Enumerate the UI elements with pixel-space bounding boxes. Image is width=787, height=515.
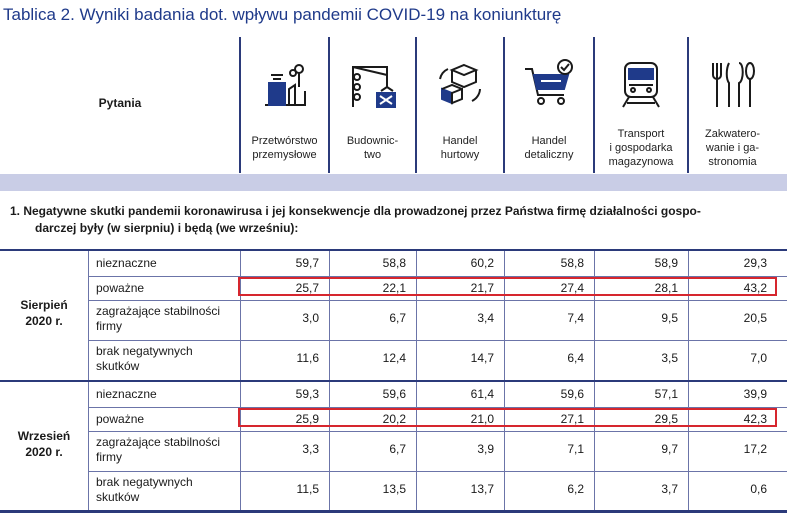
cell-value: 17,2 bbox=[743, 442, 767, 456]
cell-value: 28,1 bbox=[654, 281, 678, 295]
cell-divider bbox=[504, 431, 505, 471]
header-label-line: i gospodarka bbox=[609, 142, 673, 154]
cell-divider bbox=[594, 340, 595, 382]
group-divider bbox=[0, 380, 787, 382]
header-column-label bbox=[506, 134, 592, 162]
cell-value: 6,2 bbox=[567, 482, 584, 496]
train-icon bbox=[615, 59, 667, 111]
cell-divider bbox=[240, 251, 241, 276]
header-column-divider bbox=[593, 37, 595, 173]
cart-icon bbox=[523, 59, 575, 111]
cell-value: 3,0 bbox=[302, 311, 319, 325]
cell-divider bbox=[416, 471, 417, 513]
header-column-label bbox=[418, 134, 502, 162]
group-label-line: 2020 r. bbox=[25, 445, 63, 459]
cell-divider bbox=[329, 251, 330, 276]
header-column-4 bbox=[504, 37, 594, 173]
header-label-line: two bbox=[363, 149, 382, 161]
group-label-line: Sierpień bbox=[20, 298, 68, 312]
cell-value: 9,5 bbox=[661, 311, 678, 325]
question-line-2: darczej były (w sierpniu) i będą (we wrześniu): bbox=[35, 221, 299, 235]
cell-value: 20,2 bbox=[382, 412, 406, 426]
highlight-box bbox=[238, 277, 777, 296]
cell-divider bbox=[240, 431, 241, 471]
cell-value: 14,7 bbox=[470, 351, 494, 365]
cell-value: 7,4 bbox=[567, 311, 584, 325]
cell-value: 29,5 bbox=[654, 412, 678, 426]
bottom-rule bbox=[0, 510, 787, 513]
cell-value: 57,1 bbox=[654, 387, 678, 401]
header-column-3 bbox=[416, 37, 504, 173]
header-label-line: Budownic- bbox=[346, 135, 399, 147]
row-label bbox=[96, 435, 236, 465]
group-label bbox=[0, 297, 88, 329]
row-label-line: firmy bbox=[96, 450, 122, 464]
header-column-1 bbox=[240, 37, 329, 173]
row-label-line: zagrażające stabilności bbox=[96, 435, 221, 449]
header-column-6 bbox=[688, 37, 777, 173]
header-column-label bbox=[331, 134, 414, 162]
header-column-divider bbox=[328, 37, 330, 173]
cell-value: 42,3 bbox=[743, 412, 767, 426]
row-label-line: brak negatywnych bbox=[96, 344, 193, 358]
cell-divider bbox=[88, 471, 89, 513]
cell-divider bbox=[88, 431, 89, 471]
cell-value: 21,7 bbox=[470, 281, 494, 295]
cell-divider bbox=[688, 471, 689, 513]
cell-value: 60,2 bbox=[470, 256, 494, 270]
header-column-label bbox=[596, 127, 686, 169]
cell-divider bbox=[329, 340, 330, 382]
cell-value: 59,6 bbox=[382, 387, 406, 401]
highlight-box bbox=[238, 408, 777, 427]
cell-value: 6,7 bbox=[389, 311, 406, 325]
cell-value: 59,6 bbox=[560, 387, 584, 401]
cell-value: 22,1 bbox=[382, 281, 406, 295]
header-label-line: Transport bbox=[617, 128, 665, 140]
cell-value: 11,5 bbox=[296, 482, 319, 496]
header-label-line: hurtowy bbox=[440, 149, 480, 161]
boxes-icon bbox=[434, 59, 486, 111]
cell-divider bbox=[688, 382, 689, 407]
header-column-2 bbox=[329, 37, 416, 173]
cell-value: 29,3 bbox=[743, 256, 767, 270]
header-column-5 bbox=[594, 37, 688, 173]
row-label bbox=[96, 256, 236, 271]
row-label bbox=[96, 344, 236, 374]
cell-value: 43,2 bbox=[743, 281, 767, 295]
cell-divider bbox=[594, 471, 595, 513]
cell-divider bbox=[240, 340, 241, 382]
cell-value: 0,6 bbox=[750, 482, 767, 496]
header-column-divider bbox=[503, 37, 505, 173]
header-column-divider bbox=[415, 37, 417, 173]
cell-divider bbox=[688, 300, 689, 340]
header-label-line: Handel bbox=[442, 135, 478, 147]
header-column-label bbox=[690, 127, 775, 169]
cell-value: 7,0 bbox=[750, 351, 767, 365]
cell-divider bbox=[329, 382, 330, 407]
cell-divider bbox=[504, 340, 505, 382]
cell-value: 6,4 bbox=[567, 351, 584, 365]
row-divider bbox=[88, 431, 787, 432]
cutlery-icon bbox=[707, 59, 759, 111]
cell-divider bbox=[88, 276, 89, 300]
row-label-line: poważne bbox=[96, 281, 145, 295]
cell-divider bbox=[416, 251, 417, 276]
row-label-line: skutków bbox=[96, 490, 140, 504]
cell-value: 7,1 bbox=[567, 442, 584, 456]
cell-divider bbox=[594, 251, 595, 276]
cell-value: 6,7 bbox=[389, 442, 406, 456]
row-divider bbox=[88, 471, 787, 472]
header-label-line: detaliczny bbox=[524, 149, 574, 161]
cell-value: 3,4 bbox=[477, 311, 494, 325]
row-label bbox=[96, 281, 236, 296]
cell-divider bbox=[594, 382, 595, 407]
question-text bbox=[10, 203, 770, 237]
cell-value: 58,9 bbox=[654, 256, 678, 270]
cell-divider bbox=[240, 382, 241, 407]
cell-divider bbox=[504, 471, 505, 513]
cell-value: 13,5 bbox=[382, 482, 406, 496]
cell-value: 9,7 bbox=[661, 442, 678, 456]
table-title: Tablica 2. Wyniki badania dot. wpływu pandemii COVID-19 na koniunkturę bbox=[3, 5, 562, 24]
cell-divider bbox=[594, 300, 595, 340]
cell-divider bbox=[416, 340, 417, 382]
cell-divider bbox=[240, 471, 241, 513]
group-label-line: Wrzesień bbox=[17, 429, 71, 443]
cell-divider bbox=[329, 300, 330, 340]
cell-divider bbox=[88, 382, 89, 407]
cell-divider bbox=[88, 300, 89, 340]
question-line-1: 1. Negatywne skutki pandemii koronawirusa i jej konsekwencje dla prowadzonej przez Państwa firmę działalności gospo- bbox=[10, 204, 701, 218]
header-column-divider bbox=[687, 37, 689, 173]
cell-divider bbox=[88, 251, 89, 276]
cell-divider bbox=[329, 471, 330, 513]
row-label-line: skutków bbox=[96, 359, 140, 373]
cell-value: 61,4 bbox=[470, 387, 494, 401]
header-column-label bbox=[242, 134, 327, 162]
cell-divider bbox=[504, 382, 505, 407]
cell-value: 20,5 bbox=[743, 311, 767, 325]
cell-divider bbox=[504, 251, 505, 276]
header-label-line: Handel bbox=[531, 135, 567, 147]
cell-divider bbox=[688, 340, 689, 382]
cell-divider bbox=[416, 300, 417, 340]
header-label-line: Przetwórstwo bbox=[251, 135, 318, 147]
cell-divider bbox=[88, 407, 89, 431]
cell-divider bbox=[416, 382, 417, 407]
cell-divider bbox=[594, 431, 595, 471]
cell-value: 27,1 bbox=[560, 412, 584, 426]
row-label-line: brak negatywnych bbox=[96, 475, 193, 489]
row-divider bbox=[88, 300, 787, 301]
cell-value: 39,9 bbox=[743, 387, 767, 401]
cell-value: 58,8 bbox=[560, 256, 584, 270]
row-label bbox=[96, 412, 236, 427]
cell-value: 58,8 bbox=[382, 256, 406, 270]
group-label-line: 2020 r. bbox=[25, 314, 63, 328]
row-label bbox=[96, 387, 236, 402]
row-label-line: firmy bbox=[96, 319, 122, 333]
cell-value: 13,7 bbox=[470, 482, 494, 496]
row-label-line: nieznaczne bbox=[96, 387, 157, 401]
cell-value: 59,7 bbox=[295, 256, 319, 270]
row-label bbox=[96, 475, 236, 505]
row-label bbox=[96, 304, 236, 334]
cell-value: 3,3 bbox=[302, 442, 319, 456]
crane-icon bbox=[347, 59, 399, 111]
header-column-divider bbox=[239, 37, 241, 173]
row-divider bbox=[88, 340, 787, 341]
cell-value: 27,4 bbox=[560, 281, 584, 295]
cell-value: 21,0 bbox=[470, 412, 494, 426]
cell-divider bbox=[329, 431, 330, 471]
cell-value: 3,7 bbox=[661, 482, 678, 496]
row-label-line: nieznaczne bbox=[96, 256, 157, 270]
header-pytania: Pytania bbox=[98, 96, 142, 110]
row-label-line: zagrażające stabilności bbox=[96, 304, 221, 318]
cell-value: 25,7 bbox=[295, 281, 319, 295]
cell-value: 3,9 bbox=[477, 442, 494, 456]
header-band bbox=[0, 174, 787, 191]
header-label-line: Zakwatero- bbox=[704, 128, 761, 140]
header-label-line: magazynowa bbox=[608, 156, 674, 168]
cell-divider bbox=[88, 340, 89, 382]
factory-icon bbox=[259, 59, 311, 111]
cell-divider bbox=[688, 431, 689, 471]
header-label-line: wanie i ga- bbox=[705, 142, 760, 154]
header-label-line: stronomia bbox=[708, 156, 757, 168]
row-label-line: poważne bbox=[96, 412, 145, 426]
cell-value: 59,3 bbox=[295, 387, 319, 401]
cell-divider bbox=[504, 300, 505, 340]
cell-divider bbox=[688, 251, 689, 276]
cell-value: 11,6 bbox=[296, 351, 319, 365]
group-divider bbox=[0, 249, 787, 251]
group-label bbox=[0, 428, 88, 460]
header-label-line: przemysłowe bbox=[252, 149, 317, 161]
cell-divider bbox=[416, 431, 417, 471]
cell-value: 3,5 bbox=[661, 351, 678, 365]
cell-value: 12,4 bbox=[382, 351, 406, 365]
cell-value: 25,9 bbox=[295, 412, 319, 426]
cell-divider bbox=[240, 300, 241, 340]
